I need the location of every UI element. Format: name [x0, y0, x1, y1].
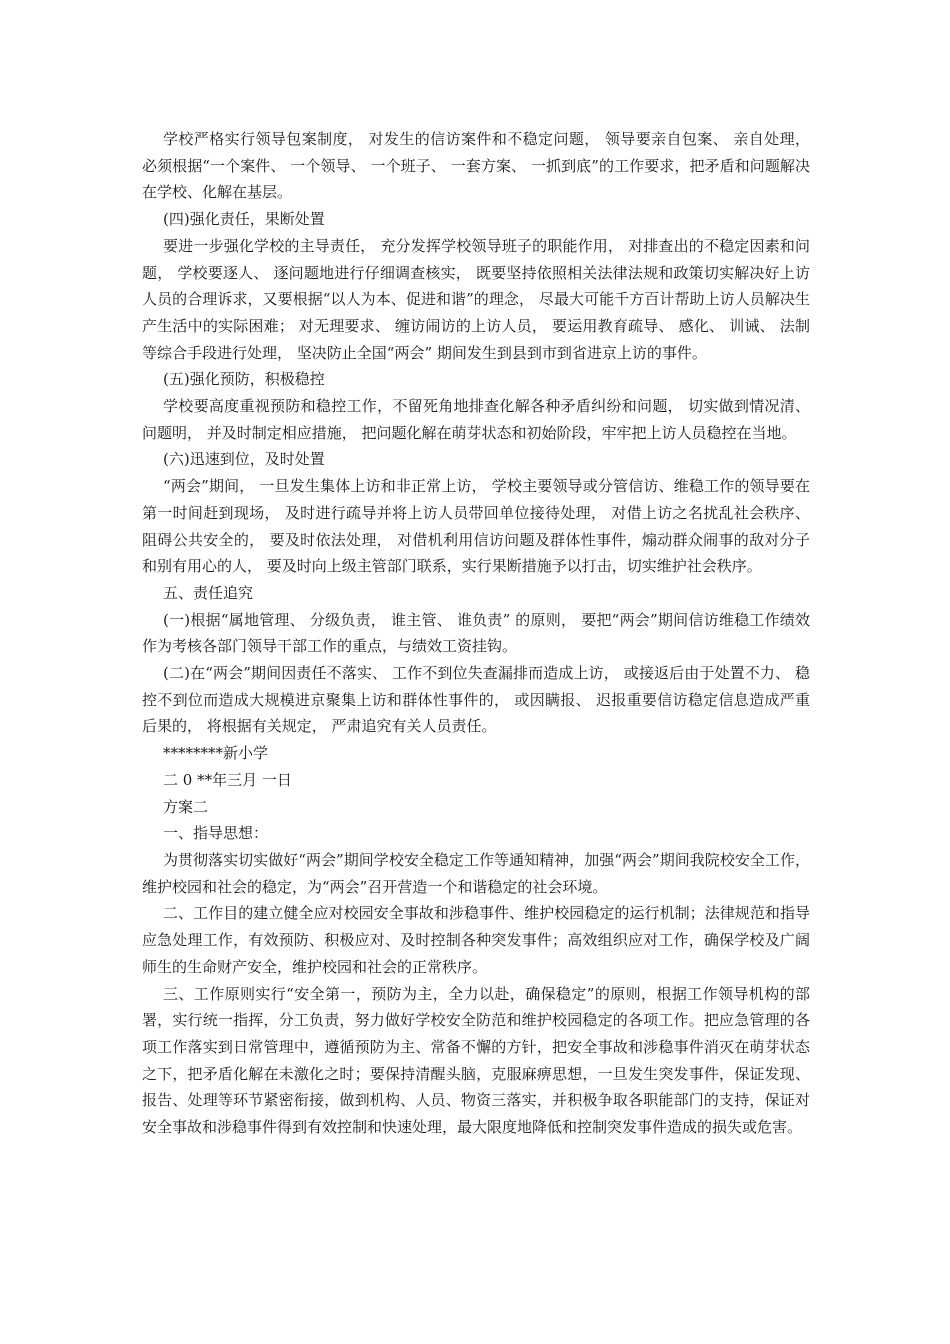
- heading-accountability: 五、责任追究: [163, 583, 254, 602]
- paragraph-work-principles: 三、工作原则实行“安全第一，预防为主，全力以赴，确保稳定”的原则，根据工作领导机构的部署，实行统一指挥，分工负责，努力做好学校安全防范和维护校园稳定的各项工作。把应急管理的各项工作落实到日常管理中，遵循预防为主、常备不懈的方针，把安全事故和涉稳事件消灭在萌芽状态之下，把矛盾化解在未激化之时；要保持清醒头脑，克服麻痹思想，一旦发生突发事件，保证发现、报告、处理等环节紧密衔接，做到机构、人员、物资三落实，并积极争取各职能部门的支持，保证对安全事故和涉稳事件得到有效控制和快速处理，最大限度地降低和控制突发事件造成的损失或危害。: [142, 984, 810, 1137]
- heading-plan-two: 方案二: [163, 797, 209, 816]
- paragraph-work-purpose: 二、工作目的建立健全应对校园安全事故和涉稳事件、维护校园稳定的运行机制；法律规范和指导应急处理工作，有效预防、积极应对、及时控制各种突发事件；高效组织应对工作，确保学校及广阔师生的生命财产安全，维护校园和社会的正常秩序。: [142, 904, 810, 976]
- heading-rapid-response: (六)迅速到位，及时处置: [163, 450, 325, 469]
- paragraph-accountability-2: (二)在“两会”期间因责任不落实、 工作不到位失查漏排而造成上访， 或接返后由于处置不力、 稳控不到位而造成大规模进京聚集上访和群体性事件的， 或因瞒报、 迟报重要信访稳定信息造成严重后果的， 将根据有关规定， 严肃追究有关人员责任。: [142, 664, 810, 736]
- heading-strengthen-prevention: (五)强化预防，积极稳控: [163, 370, 325, 389]
- paragraph-case-responsibility: 学校严格实行领导包案制度， 对发生的信访案件和不稳定问题， 领导要亲自包案、 亲自处理， 必须根据“一个案件、 一个领导、 一个班子、 一套方案、 一抓到底”的工作要求，把矛盾和问题解决在学校、化解在基层。: [142, 130, 810, 202]
- paragraph-guiding-ideology: 为贯彻落实切实做好“两会”期间学校安全稳定工作等通知精神，加强“两会”期间我院校安全工作，维护校园和社会的稳定，为“两会”召开营造一个和谐稳定的社会环境。: [142, 850, 810, 896]
- document-body: [142, 126, 810, 1141]
- paragraph-accountability-1: (一)根据“属地管理、 分级负责， 谁主管、 谁负责” 的原则， 要把“两会”期间信访维稳工作绩效作为考核各部门领导干部工作的重点，与绩效工资挂钩。: [142, 610, 810, 656]
- signature-date: 二 0 **年三月 一日: [163, 770, 292, 789]
- paragraph-rapid-response: “两会”期间， 一旦发生集体上访和非正常上访， 学校主要领导或分管信访、维稳工作的领导要在第一时间赶到现场， 及时进行疏导并将上访人员带回单位接待处理， 对借上访之名扰乱社会秩序、 阻碍公共安全的， 要及时依法处理， 对借机利用信访问题及群体性事件，煽动群众闹事的敌对分子和别有用心的人， 要及时向上级主管部门联系，实行果断措施予以打击，切实维护社会秩序。: [142, 477, 810, 576]
- signature-school: ********新小学: [163, 744, 269, 763]
- heading-guiding-ideology: 一、指导思想：: [163, 824, 269, 843]
- heading-strengthen-responsibility: (四)强化责任，果断处置: [163, 210, 325, 229]
- paragraph-prevention: 学校要高度重视预防和稳控工作，不留死角地排查化解各种矛盾纠纷和问题， 切实做到情况清、 问题明， 并及时制定相应措施， 把问题化解在萌芽状态和初始阶段，牢牢把上访人员稳控在当地。: [142, 397, 810, 442]
- paragraph-school-responsibility: 要进一步强化学校的主导责任， 充分发挥学校领导班子的职能作用， 对排查出的不稳定因素和问题， 学校要逐人、 逐问题地进行仔细调查核实， 既要坚持依照相关法律法规和政策切实解决好上访人员的合理诉求，又要根据“以人为本、促进和谐”的理念， 尽最大可能千方百计帮助上访人员解决生产生活中的实际困难； 对无理要求、 缠访闹访的上访人员， 要运用教育疏导、 感化、 训诫、 法制等综合手段进行处理， 坚决防止全国“两会” 期间发生到县到市到省进京上访的事件。: [142, 236, 810, 362]
